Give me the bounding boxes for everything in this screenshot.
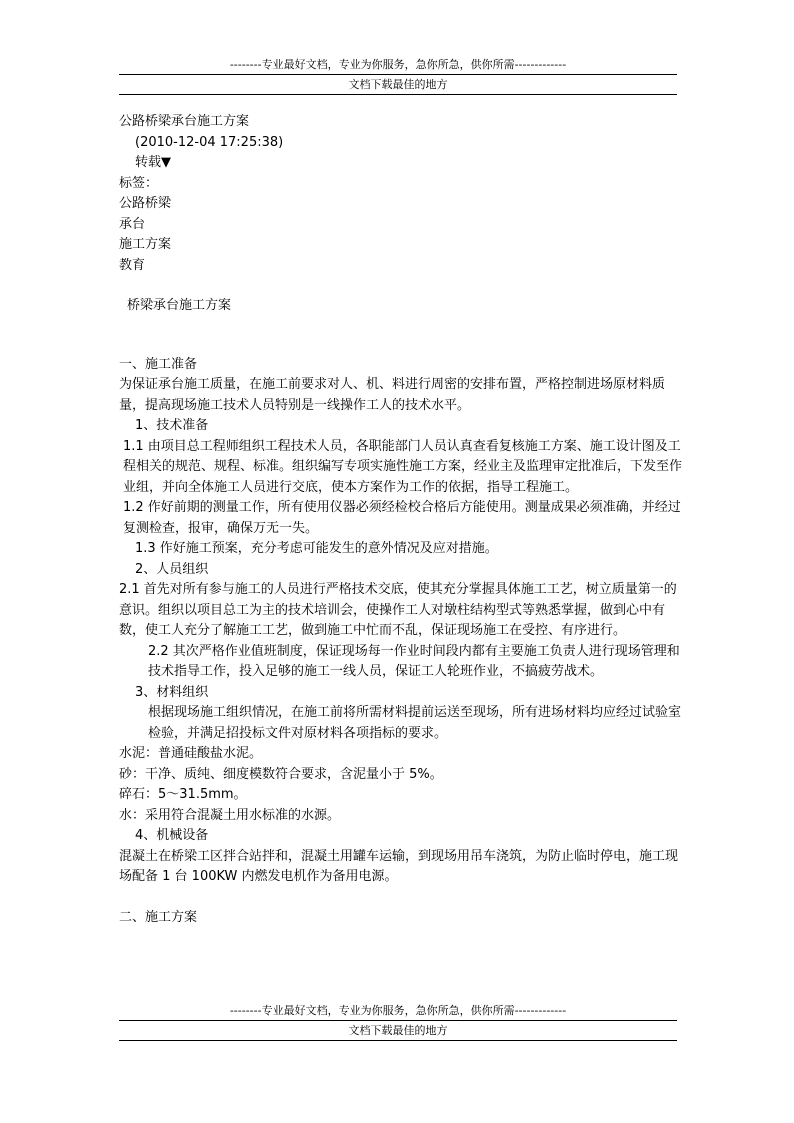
section-heading: 一、施工准备 — [119, 356, 198, 372]
paragraph: 1.2 作好前期的测量工作，所有使用仪器必须经检校合格后方能使用。测量成果必须准确，并经过复测检查，报审，确保万无一失。 — [123, 500, 681, 536]
tag-link[interactable]: 施工方案 — [119, 237, 172, 252]
material-item: 水：采用符合混凝土用水标准的水源。 — [119, 807, 341, 823]
paragraph: 混凝土在桥梁工区拌合站拌和，混凝土用罐车运输，到现场用吊车浇筑，为防止临时停电，施工现场配备 1 台 100KW 内燃发电机作为备用电源。 — [119, 848, 679, 884]
header-rule — [119, 74, 677, 75]
page-footer-slogan: --------专业最好文档，专业为你服务，急你所急，供你所需------------- — [229, 1004, 567, 1017]
page-footer-site: 文档下载最佳的地方 — [348, 1024, 448, 1037]
footer-rule — [119, 1020, 677, 1021]
doc-datetime: (2010-12-04 17:25:38) — [135, 134, 284, 150]
tag-link[interactable]: 教育 — [119, 257, 146, 273]
material-item: 水泥：普通硅酸盐水泥。 — [119, 746, 263, 761]
tag-link[interactable]: 承台 — [119, 216, 146, 232]
subsection-heading: 1、技术准备 — [135, 418, 209, 433]
subsection-heading: 4、机械设备 — [135, 828, 209, 843]
material-item: 碎石：5～31.5mm。 — [119, 787, 247, 802]
tags-label: 标签： — [119, 175, 159, 191]
footer-rule-bottom — [119, 1040, 677, 1041]
doc-subtitle: 桥梁承台施工方案 — [127, 298, 232, 313]
section-heading: 二、施工方案 — [119, 909, 198, 925]
page-header-site: 文档下载最佳的地方 — [348, 78, 448, 91]
subsection-heading: 2、人员组织 — [135, 561, 209, 577]
doc-title: 公路桥梁承台施工方案 — [119, 114, 250, 129]
subsection-heading: 3、材料组织 — [135, 684, 209, 700]
page-header-slogan: --------专业最好文档，专业为你服务，急你所急，供你所需------------- — [229, 58, 567, 71]
material-item: 砂：干净、质纯、细度模数符合要求，含泥量小于 5%。 — [119, 766, 443, 782]
paragraph: 1.3 作好施工预案，充分考虑可能发生的意外情况及应对措施。 — [135, 541, 498, 556]
repost-link[interactable]: 转载▼ — [135, 155, 171, 170]
tag-link[interactable]: 公路桥梁 — [119, 196, 172, 211]
paragraph: 2.1 首先对所有参与施工的人员进行严格技术交底，使其充分掌握具体施工工艺，树立质量第一的意识。组织以项目总工为主的技术培训会，使操作工人对墩柱结构型式等熟悉掌握，做到心中有数，使工人充分了解施工工艺，做到施工中忙而不乱，保证现场施工在受控、有序进行。 — [119, 582, 677, 638]
header-rule-bottom — [119, 94, 677, 95]
document-body — [119, 112, 684, 928]
paragraph: 为保证承台施工质量，在施工前要求对人、机、料进行周密的安排布置，严格控制进场原材料质量，提高现场施工技术人员特别是一线操作工人的技术水平。 — [119, 377, 666, 413]
paragraph: 根据现场施工组织情况，在施工前将所需材料提前运送至现场，所有进场材料均应经过试验室检验，并满足招投标文件对原材料各项指标的要求。 — [148, 705, 682, 741]
paragraph: 1.1 由项目总工程师组织工程技术人员，各职能部门人员认真查看复核施工方案、施工设计图及工程相关的规范、规程、标准。组织编写专项实施性施工方案，经业主及监理审定批准后，下发至作业组，并向全体施工人员进行交底，使本方案作为工作的依据，指导工程施工。 — [123, 438, 683, 495]
paragraph: 2.2 其次严格作业值班制度，保证现场每一作业时间段内都有主要施工负责人进行现场管理和技术指导工作，投入足够的施工一线人员，保证工人轮班作业，不搞疲劳战术。 — [148, 643, 680, 679]
